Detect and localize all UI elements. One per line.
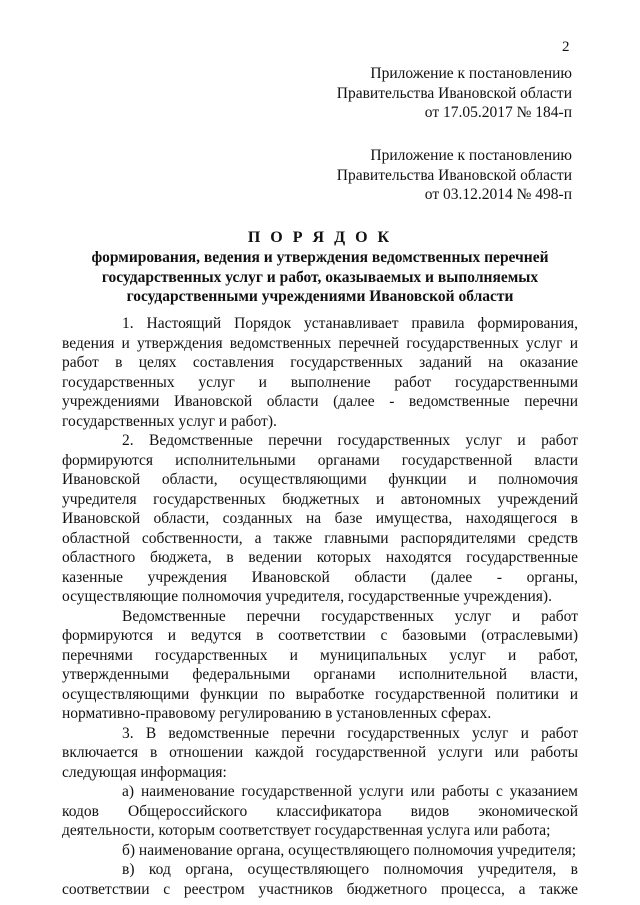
body-line: а) наименование государственной услуги или работы с указанием: [122, 783, 578, 800]
appendix-note-2: [300, 146, 572, 205]
body-line: областной собственности, а также главными распорядителями средств: [62, 529, 578, 547]
body-line: б) наименование органа, осуществляющего полномочия учредителя;: [122, 841, 577, 859]
appendix-line: от 03.12.2014 № 498-п: [424, 186, 572, 203]
body-line: деятельности, которым соответствует государственная услуга или работа;: [62, 822, 551, 839]
page-number: 2: [562, 39, 570, 55]
body-line: 2. Ведомственные перечни государственных услуг и работ: [122, 432, 578, 449]
body-line: соответствии с реестром участников бюджетного процесса, а также: [62, 880, 578, 898]
body-line: утвержденными федеральными органами исполнительной власти,: [62, 666, 578, 683]
body-line: 1. Настоящий Порядок устанавливает правила формирования,: [122, 315, 578, 332]
body-line: следующая информация:: [62, 763, 227, 781]
body-line: ведения и утверждения ведомственных перечней государственных услуг и: [62, 334, 578, 352]
body-line: работ в целях составления государственных заданий на оказание: [62, 354, 578, 371]
body-line: осуществляющими функции по выработке государственной политики и: [62, 685, 578, 703]
appendix-line: Приложение к постановлению: [370, 147, 572, 164]
body-line: в) код органа, осуществляющего полномочия учредителя, в: [122, 861, 578, 878]
body-line: Ивановской области, созданных на базе имущества, находящегося в: [62, 510, 578, 527]
body-line: включается в отношении каждой государственной услуги или работы: [62, 744, 578, 761]
body-line: государственных услуг и работ).: [62, 412, 277, 430]
body-line: нормативно-правовому регулированию в установленных сферах.: [62, 705, 492, 722]
body-line: государственных услуг и выполнение работ государственными: [62, 373, 578, 391]
document-title: [62, 228, 578, 307]
body-line: формируются исполнительными органами государственной власти: [62, 451, 578, 469]
body-line: кодов Общероссийского классификатора видов экономической: [62, 802, 578, 820]
appendix-line: от 17.05.2017 № 184-п: [424, 104, 572, 121]
body-line: формируются и ведутся в соответствии с базовыми (отраслевыми): [62, 627, 578, 644]
body-line: учреждениями Ивановской области (далее - ведомственные перечни: [62, 393, 578, 410]
title-subtitle-line: государственными учреждениями Ивановской области: [126, 288, 514, 305]
body-line: учредителя государственных бюджетных и автономных учреждений: [62, 490, 578, 508]
body-line: осуществляющие полномочия учредителя, государственные учреждения).: [62, 588, 552, 605]
body-line: казенные учреждения Ивановской области (далее - органы,: [62, 568, 578, 586]
appendix-line: Правительства Ивановской области: [336, 166, 572, 184]
title-main: П О Р Я Д О К: [247, 229, 393, 246]
body-line: Ивановской области, осуществляющими функции и полномочия: [62, 471, 578, 488]
appendix-line: Приложение к постановлению: [370, 65, 572, 82]
document-body: [62, 314, 578, 899]
appendix-note-1: [300, 64, 572, 123]
title-subtitle-line: формирования, ведения и утверждения ведомственных перечней: [91, 249, 549, 266]
body-line: областного бюджета, в ведении которых находятся государственные: [62, 549, 578, 566]
appendix-line: Правительства Ивановской области: [336, 84, 572, 102]
body-line: перечнями государственных и муниципальных услуг и работ,: [62, 646, 578, 664]
body-line: 3. В ведомственные перечни государственных услуг и работ: [122, 724, 578, 742]
title-subtitle-line: государственных услуг и работ, оказываемых и выполняемых: [101, 268, 539, 286]
body-line: Ведомственные перечни государственных услуг и работ: [122, 607, 578, 625]
